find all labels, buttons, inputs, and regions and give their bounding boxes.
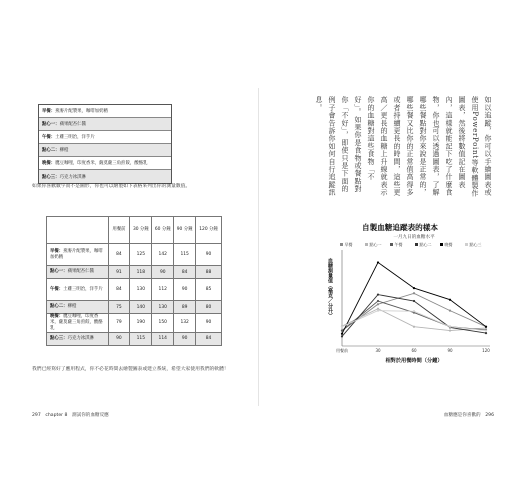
table-header-cell — [47, 217, 109, 244]
table-value-cell: 90 — [152, 266, 174, 279]
glucose-line-chart — [300, 232, 500, 380]
meal-box-row — [39, 170, 171, 183]
data-point — [413, 292, 415, 294]
software-paragraph: 我們已經寫好了應用程式，你不必花時間去繪製圖表或建立系統，希望大家使用我們的軟體！ — [32, 367, 229, 372]
table-value-cell: 90 — [174, 279, 196, 301]
legend-label: 點心一 — [369, 242, 382, 247]
meal-label: 晚餐： — [50, 314, 64, 319]
data-point — [413, 287, 415, 289]
data-point — [377, 300, 379, 302]
data-point — [413, 326, 415, 328]
table-value-cell: 132 — [174, 314, 196, 333]
data-point — [485, 326, 487, 328]
x-axis-label: 相對於用餐時間（分鐘） — [385, 358, 443, 364]
meal-label: 點心三： — [42, 174, 60, 180]
vertical-body-text: 如以追蹤，你可以手繪圖表或使用PowerPoint等軟體製作圖表，然後將數值記在圖表內，這樣就能記下吃了什麼食物，你也可以透過圖表，了解哪些餐點對你來說是正常的，哪些餐又比你的正常值高得多或者持續更長的時間，這些更高／更長的血糖上升線就表示你的血糖對這些食物「不好」。如果你是食物或餐點對你「不好」，即使只是下面的例子會告訴你如何自行追蹤訊息。 — [315, 96, 492, 198]
legend-label: 點心二 — [419, 242, 432, 247]
meal-description: 巧克力冰淇淋 — [67, 335, 94, 341]
legend-swatch — [390, 243, 393, 246]
table-value-cell: 84 — [196, 332, 222, 345]
meal-label: 點心二： — [42, 148, 60, 153]
left-page-footer: 297 chapter 8 測試你的血糖反應 — [32, 413, 109, 418]
meal-label: 晚餐： — [42, 161, 56, 166]
table-value-cell: 142 — [152, 244, 174, 266]
table-header-row — [47, 217, 222, 244]
table-row — [47, 244, 222, 266]
meal-box-row — [39, 144, 171, 157]
meal-description: 燕麥片配漿果，咖啡加奶精 — [55, 109, 108, 114]
table-value-cell: 84 — [174, 266, 196, 279]
meal-label: 早餐： — [42, 109, 56, 114]
legend-swatch — [365, 243, 368, 246]
meal-description: 蘋果配杏仁醬 — [67, 269, 94, 275]
data-point — [377, 308, 379, 310]
data-point — [377, 303, 379, 305]
data-point — [413, 300, 415, 302]
legend-label: 晚餐 — [444, 242, 453, 247]
table-value-cell: 90 — [196, 314, 222, 333]
table-value-cell: 140 — [130, 301, 152, 314]
table-value-cell: 75 — [108, 301, 130, 314]
meal-label: 點心一： — [42, 122, 60, 127]
table-row — [47, 314, 222, 333]
legend-swatch — [440, 243, 443, 246]
table-meal-cell — [47, 266, 109, 279]
table-meal-cell — [47, 314, 109, 333]
table-header-cell: 90 分鐘 — [174, 217, 196, 244]
data-point — [449, 326, 451, 328]
legend-label: 早餐 — [344, 242, 353, 247]
data-point — [449, 299, 451, 301]
data-point — [341, 335, 343, 337]
table-value-cell: 84 — [108, 279, 130, 301]
table-header-cell: 用餐前 — [108, 217, 130, 244]
data-point — [377, 293, 379, 295]
meal-label: 點心一： — [50, 269, 68, 275]
meal-description: 土雞三明治，洋芋片 — [55, 135, 95, 140]
x-tick-label: 90 — [447, 348, 453, 353]
meal-box-row — [39, 131, 171, 144]
meal-description: 燕麥片配漿果，咖啡加奶精 — [50, 248, 103, 260]
data-point — [449, 310, 451, 312]
table-value-cell: 115 — [174, 244, 196, 266]
table-intro-note: 如果你喜歡數字而不是圖形，你也可以繪製如下表格來列出你的測量數值。 — [32, 184, 191, 189]
meal-box-row — [39, 118, 171, 131]
meal-label: 點心三： — [50, 335, 68, 341]
table-value-cell: 115 — [130, 332, 152, 345]
table-value-cell: 85 — [196, 279, 222, 301]
right-page-footer: 血糖應是你喜歡的 296 — [443, 413, 494, 418]
meal-label: 點心二： — [50, 304, 68, 310]
legend-swatch — [340, 243, 343, 246]
x-tick-label: 120 — [482, 348, 490, 353]
glucose-table — [46, 216, 222, 346]
series-line — [342, 262, 486, 333]
table-value-cell: 84 — [108, 244, 130, 266]
table-value-cell: 112 — [152, 279, 174, 301]
table-value-cell: 150 — [152, 314, 174, 333]
x-tick-label: 用餐前 — [336, 348, 348, 353]
table-meal-cell — [47, 279, 109, 301]
table-value-cell: 89 — [174, 301, 196, 314]
table-value-cell: 130 — [130, 279, 152, 301]
table-header-cell: 60 分鐘 — [152, 217, 174, 244]
meal-description: 鷹豆咖哩，印度香米，薩莫薩三角煎餃，酸酪乳 — [50, 314, 103, 331]
meal-description: 蘋果配杏仁醬 — [59, 122, 86, 127]
legend-label: 點心三 — [469, 242, 482, 247]
table-value-cell: 80 — [196, 301, 222, 314]
meal-label: 早餐： — [50, 248, 64, 254]
table-value-cell: 130 — [152, 301, 174, 314]
meal-label: 午餐： — [50, 286, 64, 292]
table-value-cell: 90 — [108, 332, 130, 345]
y-axis-label: 血糖測量值（毫克／分升） — [327, 258, 333, 318]
data-point — [341, 333, 343, 335]
meal-label: 午餐： — [42, 135, 56, 140]
table-value-cell: 90 — [196, 244, 222, 266]
data-point — [485, 332, 487, 334]
table-meal-cell — [47, 301, 109, 314]
data-point — [449, 329, 451, 331]
table-value-cell: 88 — [196, 266, 222, 279]
x-tick-label: 60 — [411, 348, 417, 353]
chart-subtitle: 一月九日的血糖水平 — [393, 235, 435, 240]
data-point — [377, 261, 379, 263]
data-point — [341, 326, 343, 328]
page-gutter — [258, 88, 259, 406]
table-value-cell: 79 — [108, 314, 130, 333]
table-value-cell: 118 — [130, 266, 152, 279]
data-point — [413, 310, 415, 312]
table-value-cell: 114 — [152, 332, 174, 345]
meal-box-row — [39, 157, 171, 170]
table-row — [47, 266, 222, 279]
legend-label: 午餐 — [394, 242, 403, 247]
legend-swatch — [465, 243, 468, 246]
data-point — [377, 310, 379, 312]
chart-title: 自製血糖追蹤表的樣本 — [362, 223, 438, 232]
table-value-cell: 90 — [174, 332, 196, 345]
table-meal-cell — [47, 332, 109, 345]
meal-description: 柳橙 — [67, 304, 77, 310]
table-header-cell: 30 分鐘 — [130, 217, 152, 244]
meal-description: 柳橙 — [59, 148, 69, 153]
meal-summary-box — [38, 104, 172, 184]
table-value-cell: 190 — [130, 314, 152, 333]
meal-box-row — [39, 105, 171, 118]
table-meal-cell — [47, 244, 109, 266]
table-row — [47, 332, 222, 345]
legend-swatch — [415, 243, 418, 246]
table-row — [47, 301, 222, 314]
meal-description: 土雞三明治，洋芋片 — [63, 286, 103, 292]
x-tick-label: 30 — [375, 348, 381, 353]
table-value-cell: 125 — [130, 244, 152, 266]
data-point — [485, 329, 487, 331]
meal-description: 鷹豆咖哩，印度香米，薩莫薩三角煎餃，酸酪乳 — [55, 161, 148, 166]
table-value-cell: 91 — [108, 266, 130, 279]
table-header-cell: 120 分鐘 — [196, 217, 222, 244]
meal-description: 巧克力冰淇淋 — [59, 174, 86, 180]
table-row — [47, 279, 222, 301]
